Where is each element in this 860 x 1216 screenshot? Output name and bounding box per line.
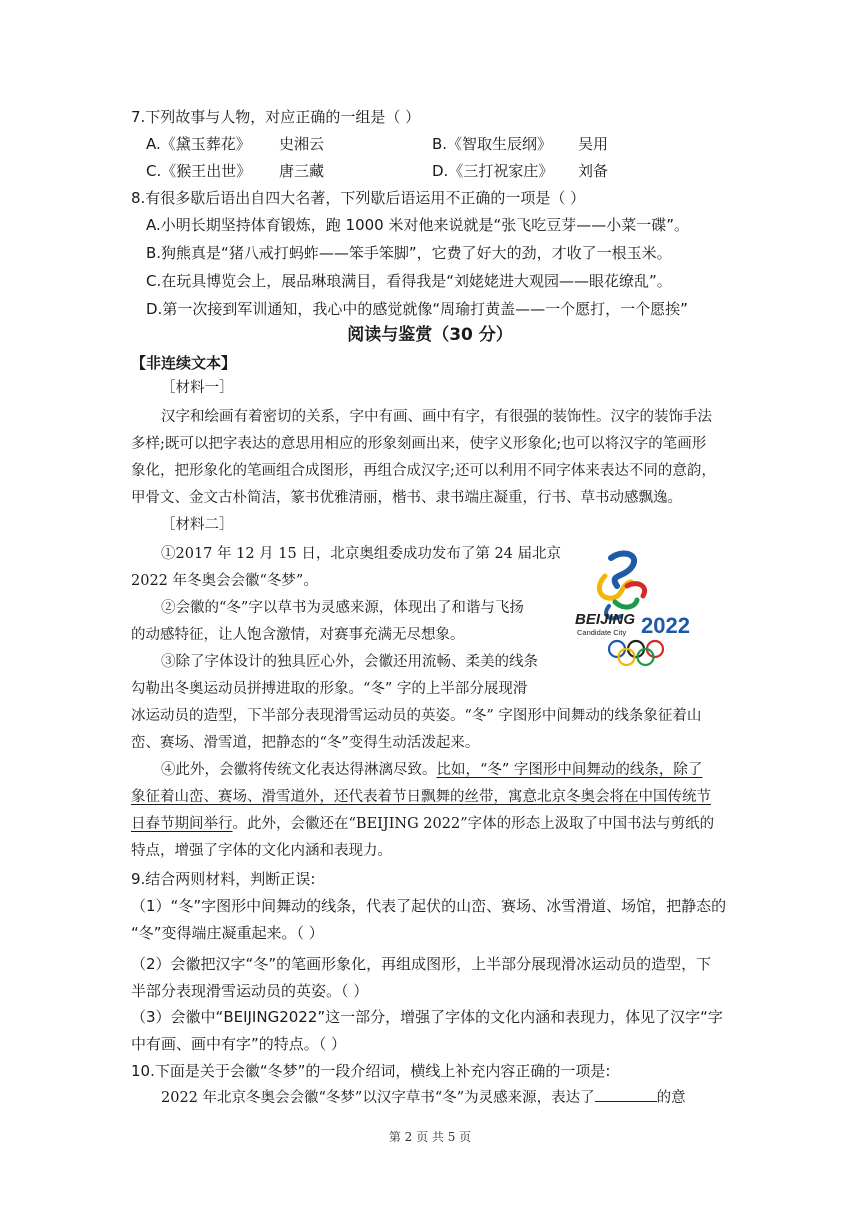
q7-option-a: A.《黛玉葬花》 [146, 135, 251, 153]
material2-p2-line: ②会徽的“冬”字以草书为灵感来源，体现出了和谐与飞扬 [161, 600, 524, 616]
q7-option-a-person: 史湘云 [279, 135, 325, 153]
emblem-ribbon-green [615, 600, 637, 607]
text-type-label: 【非连续文本】 [131, 354, 237, 372]
material2-p2-line: 的动感特征，让人饱含激情，对赛事充满无尽想象。 [131, 627, 465, 643]
q9-statement-1: “冬”变得端庄凝重起来。（ ） [131, 924, 324, 942]
q7-option-c: C.《猴王出世》 [146, 162, 252, 180]
material2-p3-line: 峦、赛场、滑雪道，把静态的“冬”变得生动活泼起来。 [131, 735, 480, 751]
q9-statement-2: （2）会徽把汉字“冬”的笔画形象化，再组成图形，上半部分展现滑冰运动员的造型，下 [131, 955, 712, 973]
q7-option-d: D.《三打祝家庄》 [432, 162, 554, 180]
q7-option-b: B.《智取生辰纲》 [432, 135, 553, 153]
beijing-2022-emblem [565, 546, 713, 670]
emblem-wordmark: BEIJING [575, 611, 636, 628]
material2-p4-underlined: 日春节期间举行 [131, 816, 233, 832]
q7-stem: 7.下列故事与人物，对应正确的一组是（ ） [131, 108, 421, 126]
material2-p1-line: 2022 年冬奥会会徽“冬梦”。 [131, 573, 318, 589]
q9-statement-1: （1）“冬”字图形中间舞动的线条，代表了起伏的山峦、赛场、冰雪滑道、场馆，把静态的 [131, 897, 727, 915]
q10-stem: 10.下面是关于会徽“冬梦”的一段介绍词，横线上补充内容正确的一项是: [131, 1062, 611, 1080]
q10-text-post: 的意 [656, 1090, 686, 1106]
material1-line: 多样;既可以把字表达的意思用相应的形象刻画出来，使字义形象化;也可以将汉字的笔画形 [131, 436, 707, 452]
section-heading: 阅读与鉴赏（30 分） [347, 325, 513, 345]
material2-p4-line4: 特点，增强了字体的文化内涵和表现力。 [131, 843, 392, 859]
material2-p3-line: 冰运动员的造型，下半部分表现滑雪运动员的英姿。“冬” 字图形中间舞动的线条象征着山 [131, 708, 702, 724]
q8-option-c: C.在玩具博览会上，展品琳琅满目，看得我是“刘姥姥进大观园——眼花缭乱”。 [146, 272, 672, 290]
material2-p3-line: 勾勒出冬奥运动员拼搏进取的形象。“冬” 字的上半部分展现滑 [131, 681, 528, 697]
q9-statement-3: （3）会徽中“BEIJING2022”这一部分，增强了字体的文化内涵和表现力，体见了汉字“字 [131, 1008, 723, 1026]
material1-line: 象化，把形象化的笔画组合成图形，再组合成汉字;还可以利用不同字体来表达不同的意韵， [131, 463, 716, 479]
q9-statement-3: 中有画、画中有字”的特点。（ ） [131, 1035, 347, 1053]
material1-label: ［材料一］ [161, 380, 234, 396]
material2-p3-line: ③除了字体设计的独具匠心外，会徽还用流畅、柔美的线条 [161, 654, 538, 670]
material2-p4-underlined: 比如，“冬” 字图形中间舞动的线条，除了 [436, 762, 703, 778]
q10-text-pre: 2022 年北京冬奥会会徽“冬梦”以汉字草书“冬”为灵感来源，表达了 [161, 1090, 595, 1106]
q9-stem: 9.结合两则材料，判断正误: [131, 870, 316, 888]
material1-line: 汉字和绘画有着密切的关系，字中有画、画中有字，有很强的装饰性。汉字的装饰手法 [161, 409, 712, 425]
q10-answer-blank[interactable] [595, 1087, 657, 1102]
q10-text [161, 1087, 686, 1109]
q7-option-b-person: 吴用 [578, 135, 609, 153]
q8-option-b: B.狗熊真是“猪八戒打蚂蚱——笨手笨脚”，它费了好大的劲，才收了一根玉米。 [146, 244, 672, 262]
page-footer: 第 2 页 共 5 页 [388, 1130, 472, 1144]
material2-p4-line3 [131, 813, 714, 835]
material2-p1-line: ①2017 年 12 月 15 日，北京奥组委成功发布了第 24 届北京 [161, 546, 562, 562]
material2-p4-text: 。此外，会徽还在“BEIJING 2022”字体的形态上汲取了中国书法与剪纸的 [232, 816, 715, 832]
q8-option-d: D.第一次接到军训通知，我心中的感觉就像“周瑜打黄盖——一个愿打，一个愿挨” [146, 300, 688, 318]
material2-p4-text: ④此外，会徽将传统文化表达得淋漓尽致。 [161, 762, 437, 778]
emblem-ribbon-red [627, 584, 645, 596]
emblem-subtext: Candidate City [577, 628, 627, 637]
q7-option-c-person: 唐三藏 [279, 162, 325, 180]
q7-option-d-person: 刘备 [578, 162, 609, 180]
q8-stem: 8.有很多歇后语出自四大名著，下列歇后语运用不正确的一项是（ ） [131, 189, 586, 207]
material2-label: ［材料二］ [161, 517, 234, 533]
material2-p4-underlined: 象征着山峦、赛场、滑雪道外，还代表着节日飘舞的丝带，寓意北京冬奥会将在中国传统节 [131, 789, 711, 805]
q8-option-a: A.小明长期坚持体育锻炼，跑 1000 米对他来说就是“张飞吃豆芽——小菜一碟”。 [146, 216, 690, 234]
q9-statement-2: 半部分表现滑雪运动员的英姿。（ ） [131, 982, 369, 1000]
material1-line: 甲骨文、金文古朴简洁，篆书优雅清丽，楷书、隶书端庄凝重，行书、草书动感飘逸。 [131, 490, 682, 506]
emblem-year: 2022 [641, 613, 690, 638]
material2-p4-line1 [161, 759, 702, 781]
